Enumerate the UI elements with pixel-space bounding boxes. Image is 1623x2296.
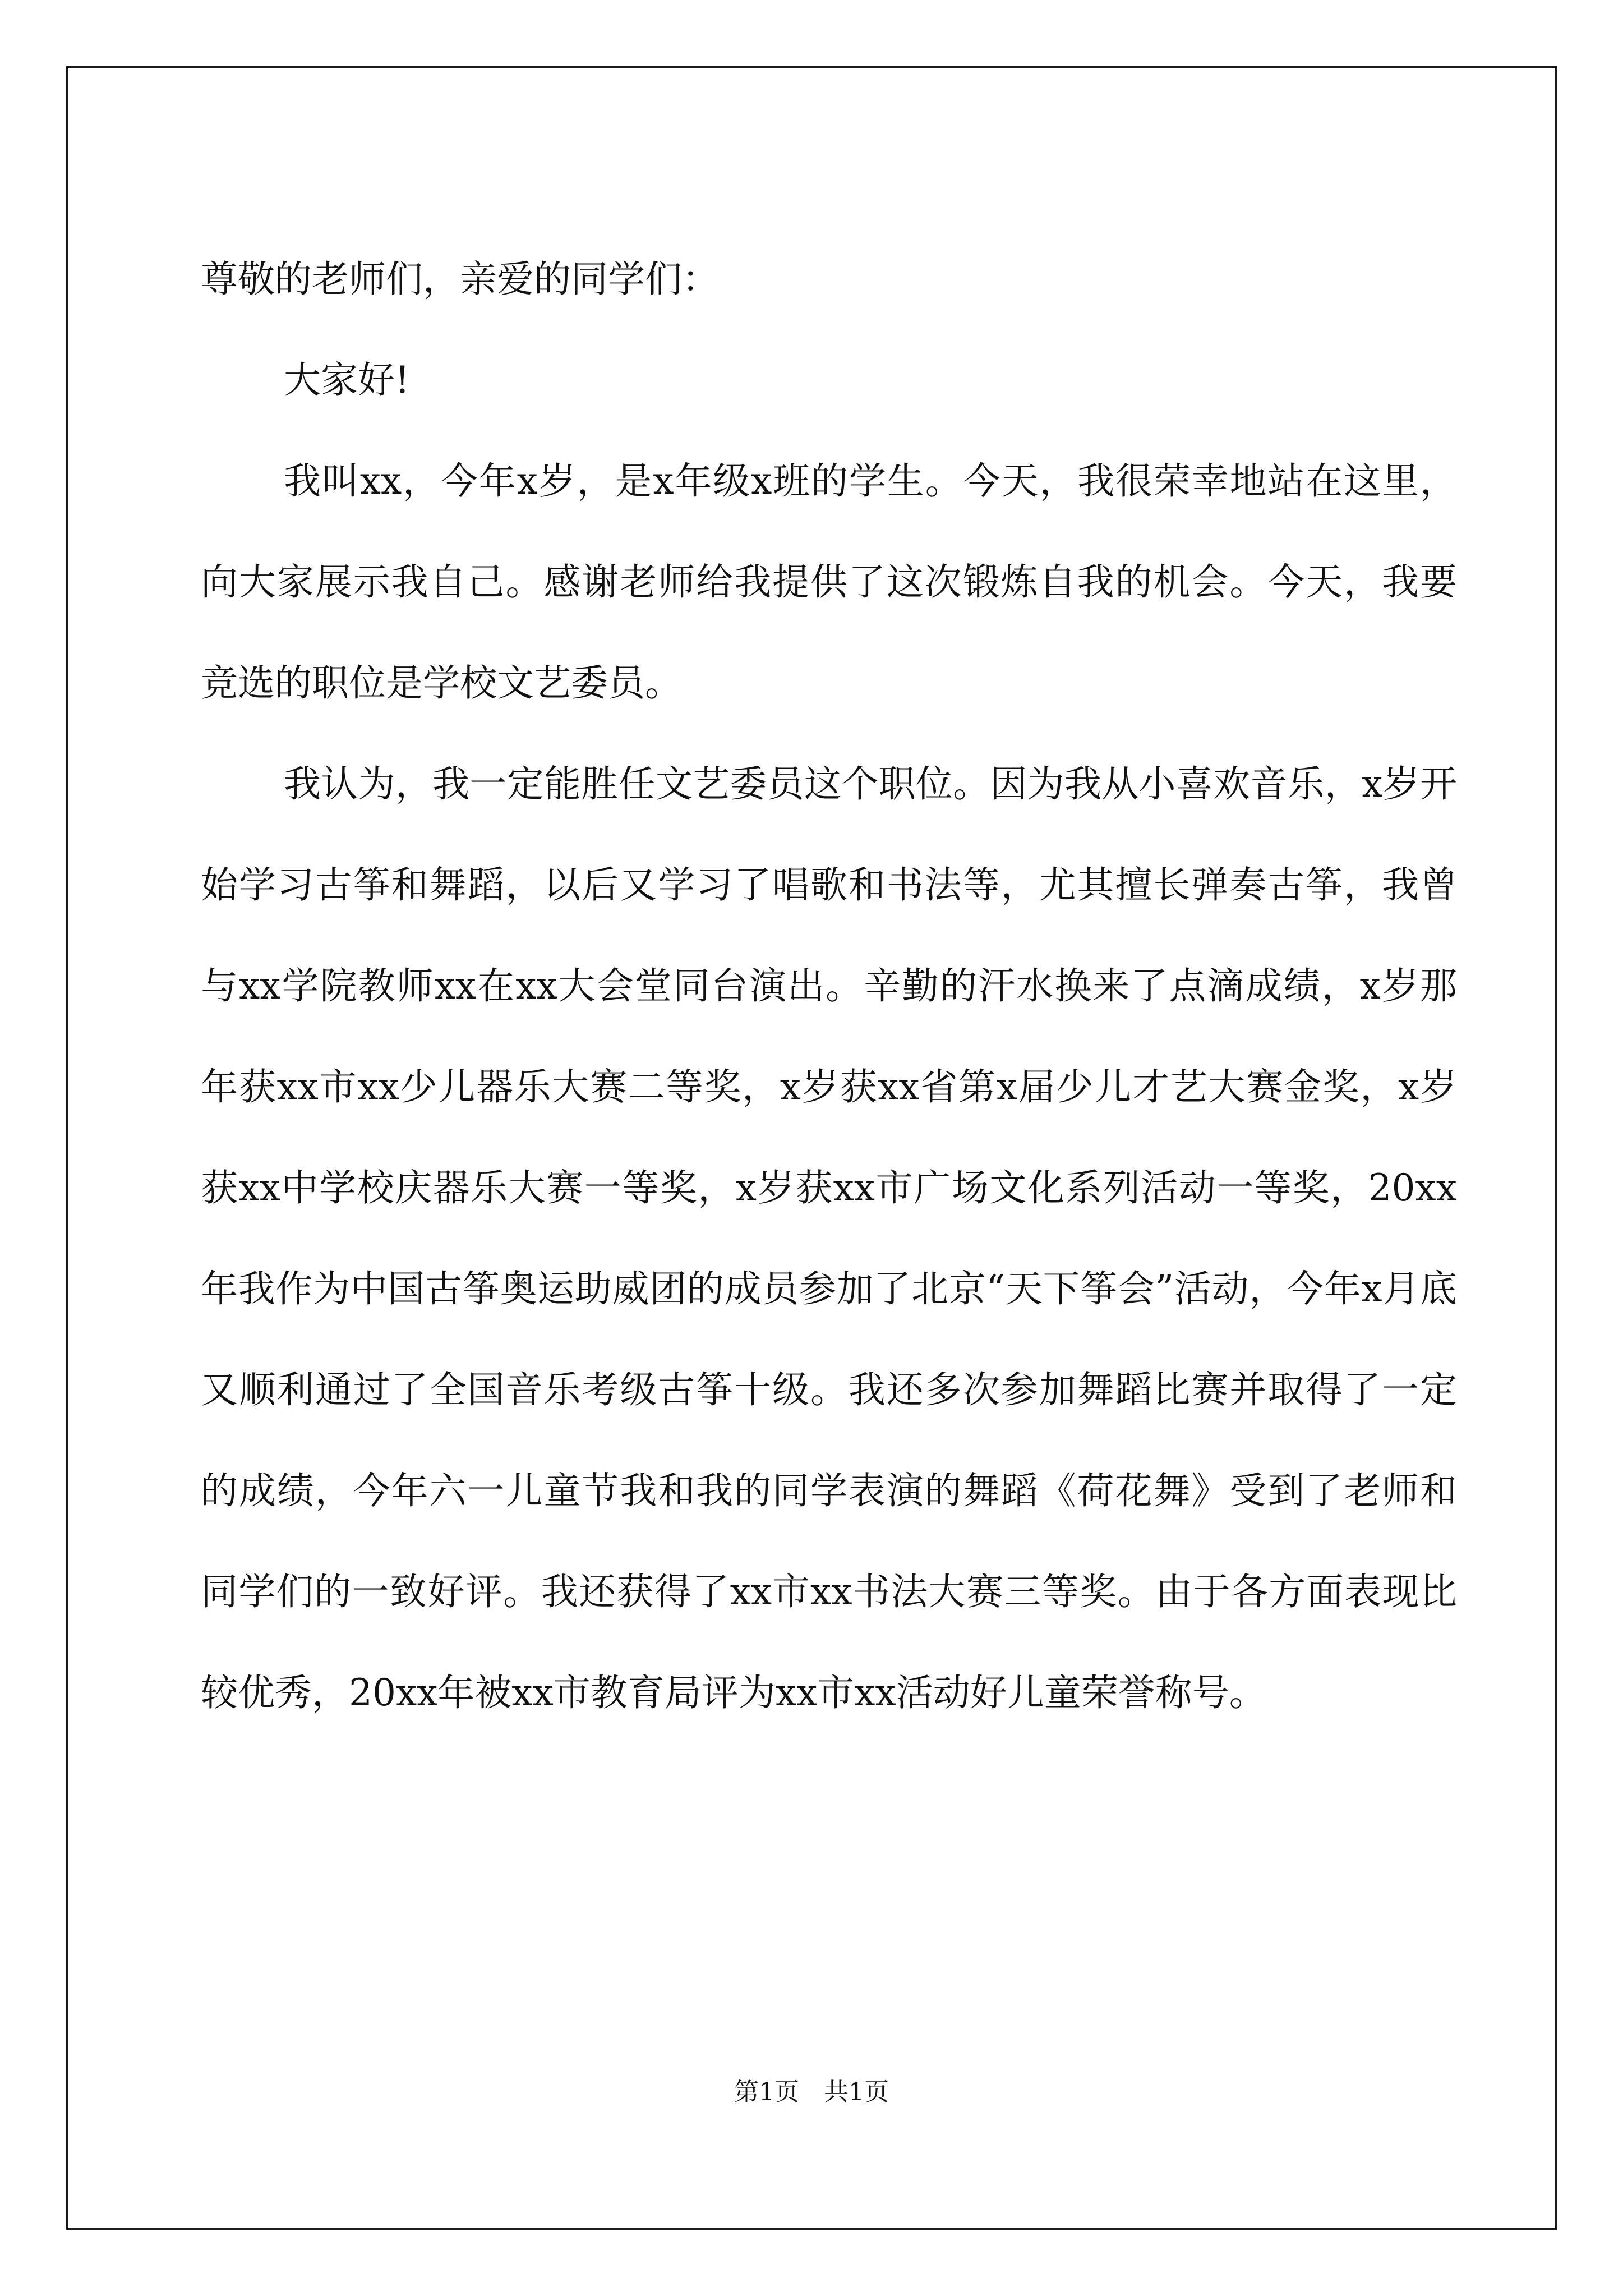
paragraph-qualifications: 我认为，我一定能胜任文艺委员这个职位。因为我从小喜欢音乐，x岁开始学习古筝和舞蹈，以后又学习了唱歌和书法等，尤其擅长弹奏古筝，我曾与xx学院教师xx在xx大会堂同台演出。辛勤的汗水换来了点滴成绩，x岁那年获xx市xx少儿器乐大赛二等奖，x岁获xx省第x届少儿才艺大赛金奖，x岁获xx中学校庆器乐大赛一等奖，x岁获xx市广场文化系列活动一等奖，20xx年我作为中国古筝奥运助威团的成员参加了北京“天下筝会”活动，今年x月底又顺利通过了全国音乐考级古筝十级。我还多次参加舞蹈比赛并取得了一定的成绩，今年六一儿童节我和我的同学表演的舞蹈《荷花舞》受到了老师和同学们的一致好评。我还获得了xx市xx书法大赛三等奖。由于各方面表现比较优秀，20xx年被xx市教育局评为xx市xx活动好儿童荣誉称号。 bbox=[201, 762, 1457, 1714]
paragraph-introduction: 我叫xx，今年x岁，是x年级x班的学生。今天，我很荣幸地站在这里，向大家展示我自己。感谢老师给我提供了这次锻炼自我的机会。今天，我要竞选的职位是学校文艺委员。 bbox=[201, 459, 1457, 705]
document-body bbox=[201, 229, 1457, 1743]
page-number-footer: 第1页 共1页 bbox=[734, 2078, 889, 2106]
salutation: 尊敬的老师们，亲爱的同学们： bbox=[201, 257, 719, 301]
greeting: 大家好! bbox=[284, 358, 410, 402]
